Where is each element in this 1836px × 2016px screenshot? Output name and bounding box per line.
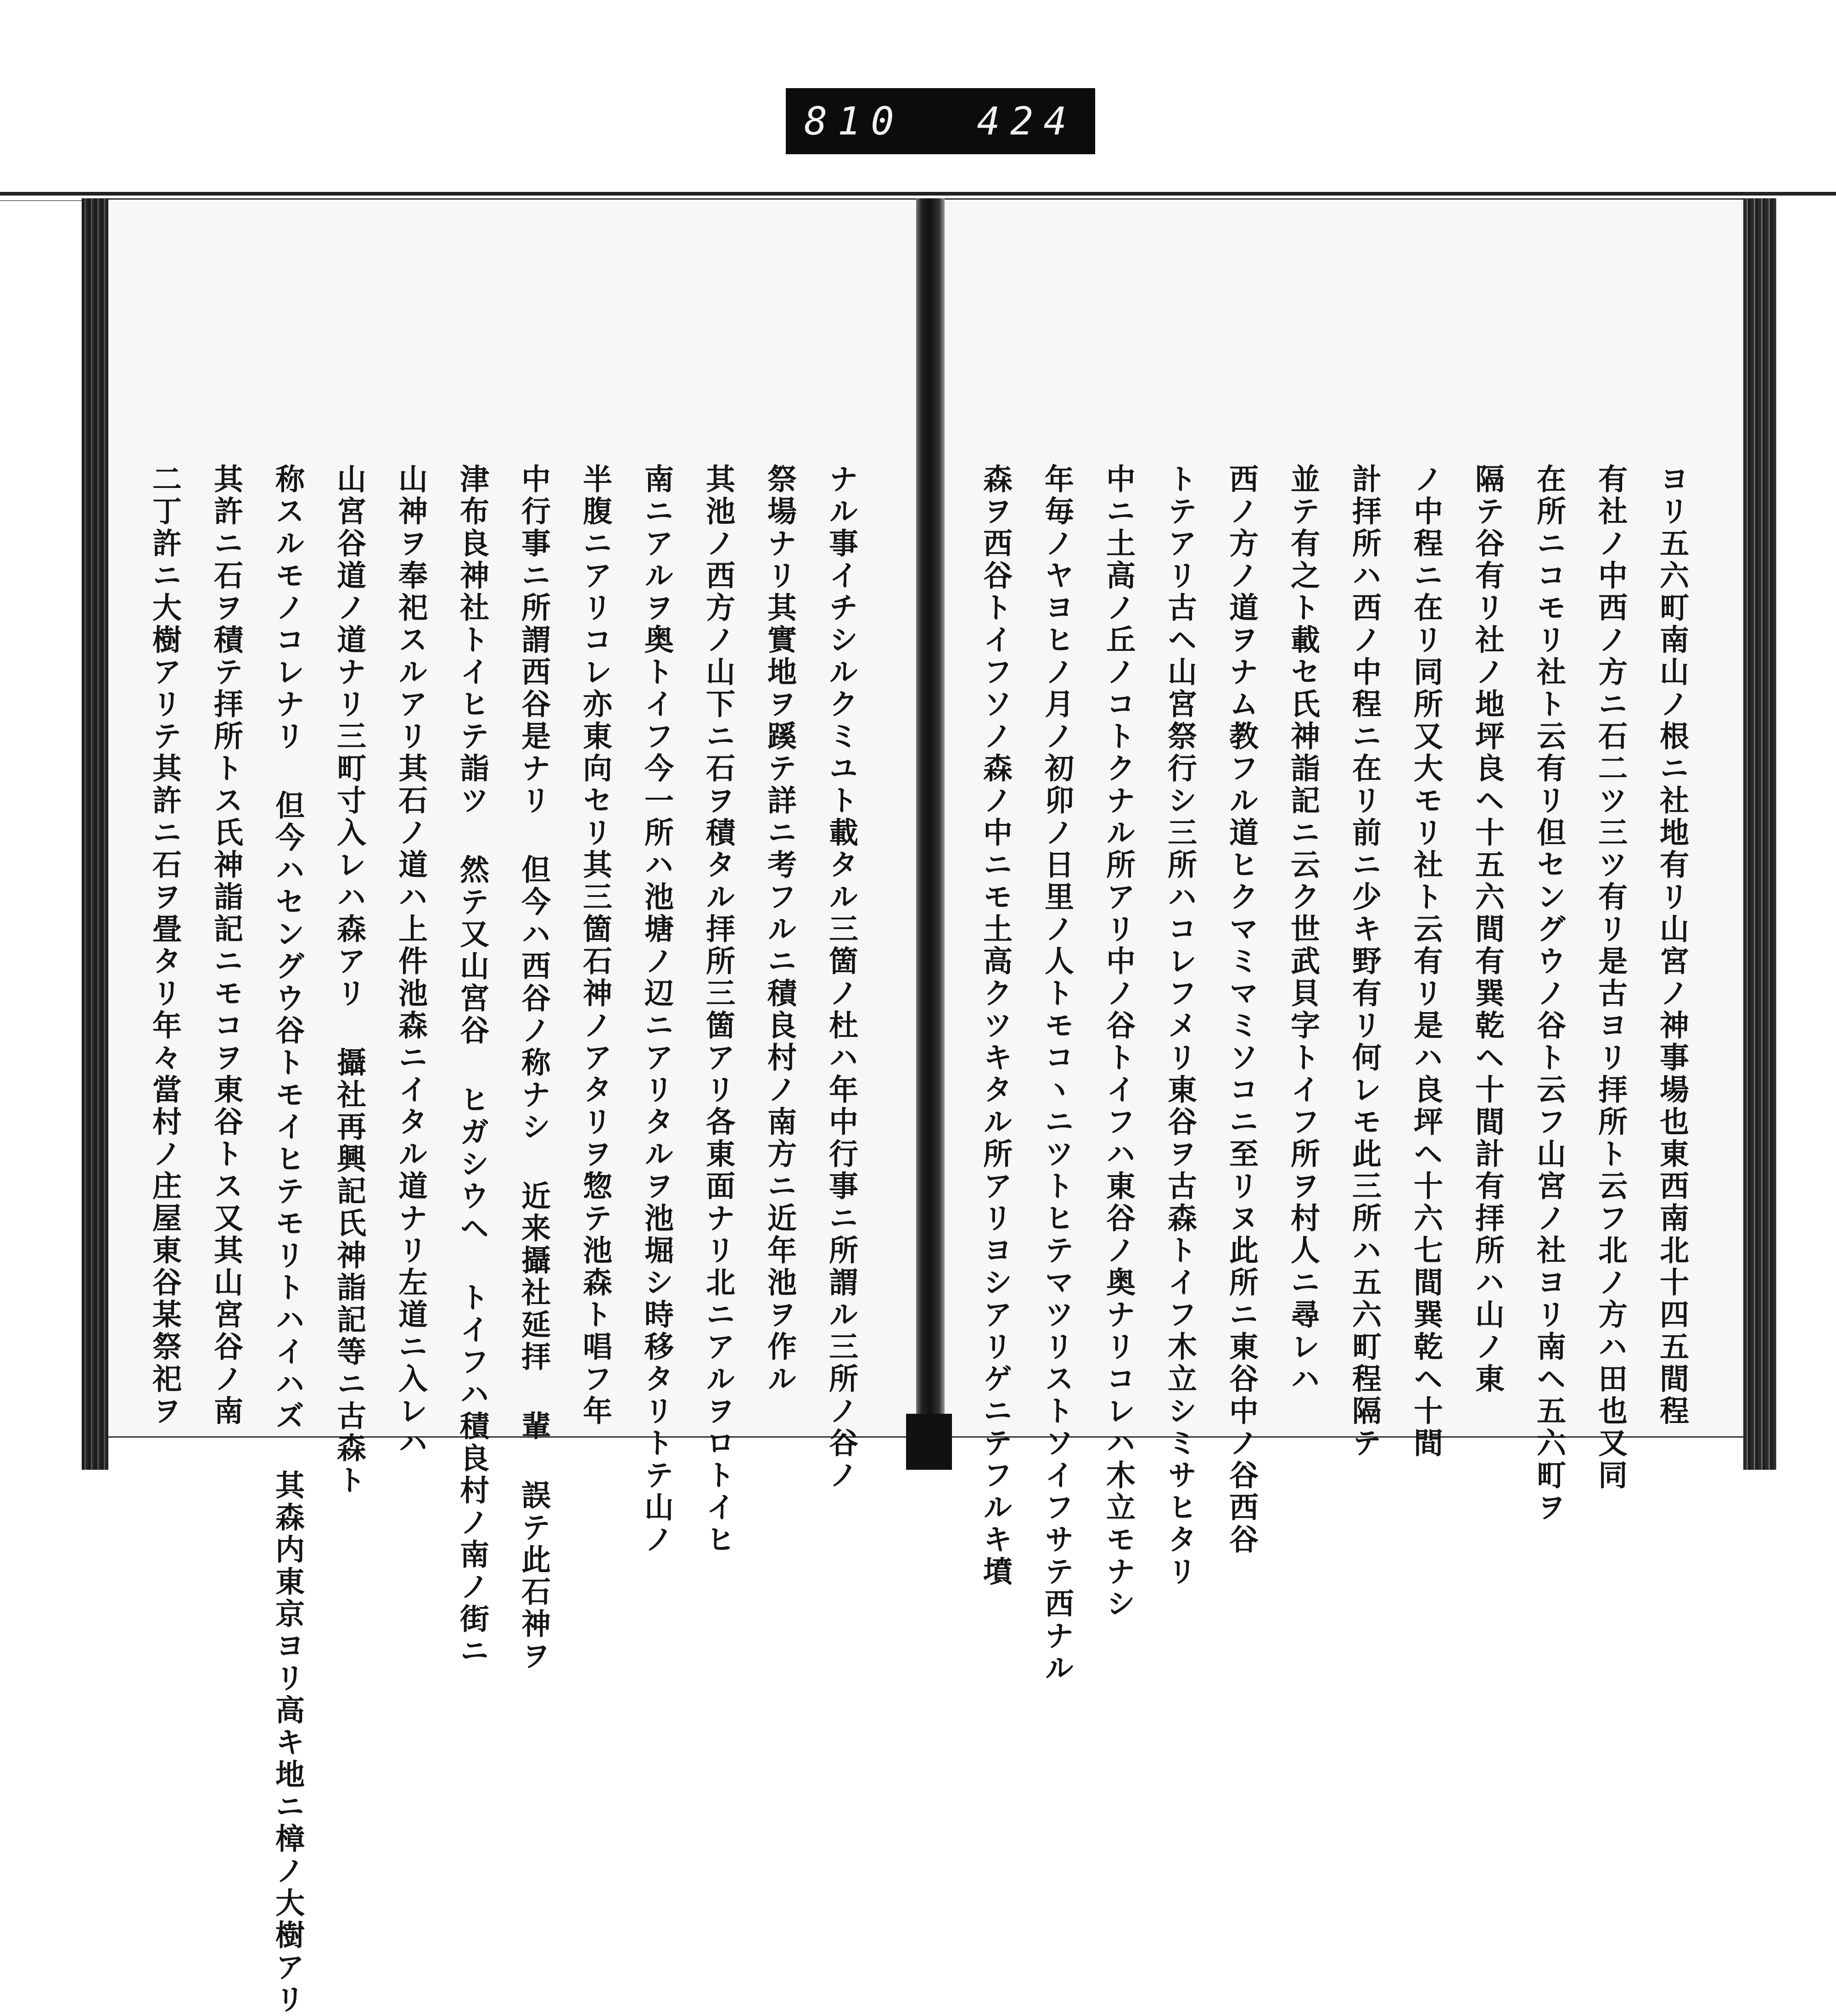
- left-page-text: [147, 464, 872, 2016]
- text-column: 有社ノ中西ノ方ニ石二ツ三ツ有リ是古ヨリ拝所ト云フ北ノ方ハ田也又同: [1593, 464, 1628, 1492]
- scan-bar: [0, 192, 1836, 196]
- text-column: 在所ニコモリ社ト云有リ但セングウノ谷ト云フ山宮ノ社ヨリ南ヘ五六町ヲ: [1532, 464, 1566, 1524]
- text-column: 年毎ノヤヨヒノ月ノ初卯ノ日里ノ人トモコヽニツトヒテマツリストソイフサテ西ナル: [1040, 464, 1074, 1685]
- text-column: 津布良神社トイヒテ詣ツ 然テ又山宮谷 ヒガシウヘ トイフハ積良村ノ南ノ街ニ: [455, 464, 489, 1668]
- right-page-text: [968, 464, 1703, 1685]
- text-column: 西ノ方ノ道ヲナム教フル道ヒクマミマミソコニ至リヌ此所ニ東谷中ノ谷西谷: [1224, 464, 1259, 1556]
- text-column: ノ中程ニ在リ同所又大モリ社ト云有リ是ハ良坪ヘ十六七間巽乾ヘ十間: [1409, 464, 1443, 1460]
- right-page-edges: [1743, 198, 1776, 1470]
- text-column: 祭場ナリ其實地ヲ蹊テ詳ニ考フルニ積良村ノ南方ニ近年池ヲ作ル: [762, 464, 797, 1395]
- text-column: 森ヲ西谷トイフソノ森ノ中ニモ土高クツキタル所アリヨシアリゲニテフルキ墳: [978, 464, 1013, 1588]
- text-column: 半腹ニアリコレ亦東向セリ其三箇石神ノアタリヲ惣テ池森ト唱フ年: [578, 464, 612, 1428]
- film-number-label: [786, 88, 1095, 154]
- text-column: 隔テ谷有リ社ノ地坪良ヘ十五六間有巽乾ヘ十間計有拝所ハ山ノ東: [1470, 464, 1505, 1395]
- text-column: 計拝所ハ西ノ中程ニ在リ前ニ少キ野有リ何レモ此三所ハ五六町程隔テ: [1347, 464, 1382, 1460]
- text-column: トテアリ古ヘ山宮祭行シ三所ハコレフメリ東谷ヲ古森トイフ木立シミサヒタリ: [1163, 464, 1197, 1588]
- left-page-edges: [82, 198, 108, 1470]
- film-reel-number: 810: [804, 99, 904, 144]
- film-frame-number: 424: [977, 99, 1077, 144]
- text-column: 山宮谷道ノ道ナリ三町寸入レハ森アリ 攝社再興記氏神詣記等ニ古森ト: [332, 464, 366, 1497]
- text-column: 二丁許ニ大樹アリテ其許ニ石ヲ畳タリ年々當村ノ庄屋東谷某祭祀ヲ: [147, 464, 182, 1428]
- book-spine-shadow: [906, 1414, 952, 1470]
- text-column: 称スルモノコレナリ 但今ハセングウ谷トモイヒテモリトハイハズ 其森内東京ヨリ高キ地ニ樟ノ大樹アリ: [270, 464, 305, 2016]
- text-column: 中行事ニ所謂西谷是ナリ 但今ハ西谷ノ称ナシ 近来攝社延拝 輩 誤テ此石神ヲ: [516, 464, 551, 1673]
- book-gutter: [916, 198, 945, 1470]
- text-column: 山神ヲ奉祀スルアリ其石ノ道ハ上件池森ニイタル道ナリ左道ニ入レハ: [393, 464, 428, 1460]
- text-column: 並テ有之ト載セ氏神詣記ニ云ク世武貝字トイフ所ヲ村人ニ尋レハ: [1286, 464, 1320, 1395]
- text-column: 其許ニ石ヲ積テ拝所トス氏神詣記ニモコヲ東谷トス又其山宮谷ノ南: [209, 464, 243, 1428]
- text-column: 其池ノ西方ノ山下ニ石ヲ積タル拝所三箇アリ各東面ナリ北ニアルヲロトイヒ: [701, 464, 735, 1556]
- text-column: ナル事イチシルクミユト載タル三箇ノ杜ハ年中行事ニ所謂ル三所ノ谷ノ: [824, 464, 858, 1492]
- text-column: 南ニアルヲ奥トイフ今一所ハ池塘ノ辺ニアリタルヲ池堀シ時移タリトテ山ノ: [639, 464, 674, 1556]
- text-column: ヨリ五六町南山ノ根ニ社地有リ山宮ノ神事場也東西南北十四五間程: [1655, 464, 1689, 1428]
- text-column: 中ニ土高ノ丘ノコトクナル所アリ中ノ谷トイフハ東谷ノ奥ナリコレハ木立モナシ: [1101, 464, 1136, 1620]
